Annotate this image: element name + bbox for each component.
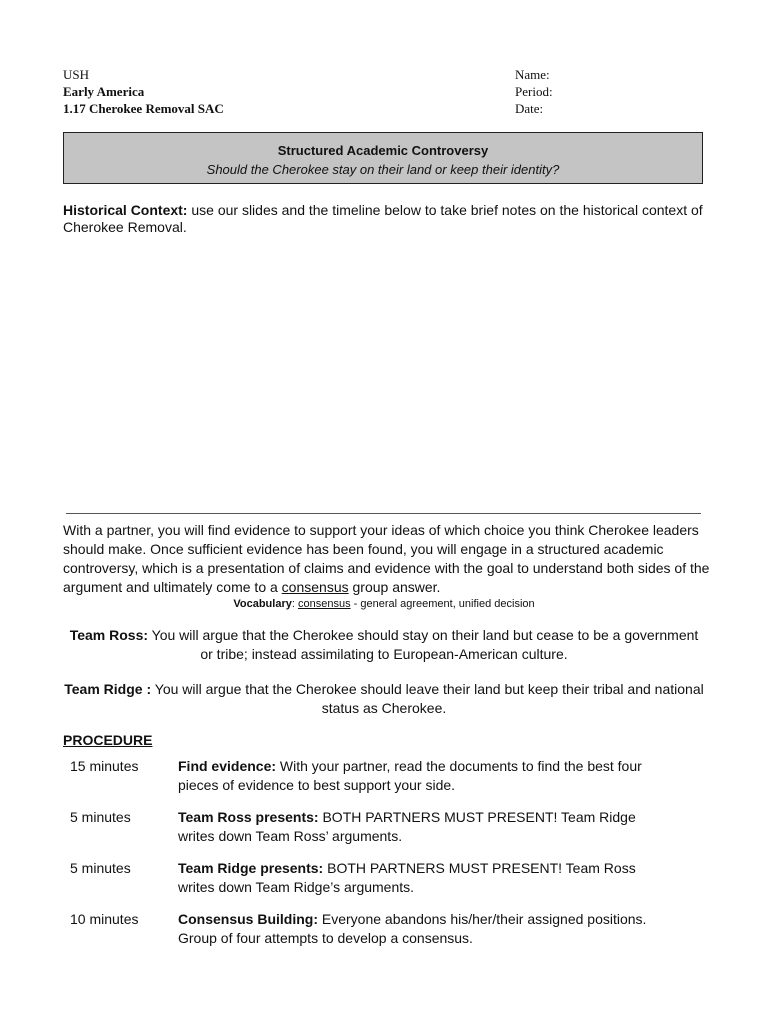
procedure-step-text: With your partner, read the documents to find the best four pieces of evidence to best support your side. (178, 758, 642, 793)
vocabulary-definition: - general agreement, unified decision (350, 598, 535, 610)
lesson-title: 1.17 Cherokee Removal SAC (63, 101, 224, 116)
procedure-step-description (178, 859, 648, 897)
vocabulary-term: consensus (297, 598, 351, 610)
procedure-step-text: BOTH PARTNERS MUST PRESENT! Team Ross writes down Team Ridge’s arguments. (178, 860, 636, 895)
team-ridge-description (63, 680, 705, 718)
procedure-step-time: 10 minutes (70, 911, 139, 927)
guiding-question: Should the Cherokee stay on their land or keep their identity? (206, 162, 560, 177)
vocabulary-note (63, 597, 705, 611)
intro-paragraph (63, 521, 713, 597)
procedure-step-time: 5 minutes (70, 860, 131, 876)
historical-context-label: Historical Context: (63, 202, 188, 218)
document-header-right (515, 66, 553, 117)
procedure-step-label: Find evidence: (178, 758, 277, 774)
procedure-step-label: Team Ross presents: (178, 809, 319, 825)
activity-title: Structured Academic Controversy (277, 143, 489, 158)
procedure-step-label: Team Ridge presents: (178, 860, 324, 876)
team-ross-text: You will argue that the Cherokee should stay on their land but cease to be a government or tribe; instead assimilating to European-American culture. (148, 627, 699, 662)
procedure-step-text: BOTH PARTNERS MUST PRESENT! Team Ridge writes down Team Ross’ arguments. (178, 809, 636, 844)
notes-divider (66, 513, 701, 514)
historical-context (63, 202, 713, 236)
procedure-step-description (178, 757, 648, 795)
team-ridge-label: Team Ridge : (64, 681, 152, 697)
team-ridge-text: You will argue that the Cherokee should leave their land but keep their tribal and national status as Cherokee. (151, 681, 704, 716)
vocabulary-colon: : (291, 598, 298, 610)
document-header-left (63, 66, 224, 117)
course-label: USH (63, 67, 90, 82)
procedure-step-description (178, 910, 648, 948)
vocabulary-label: Vocabulary (233, 598, 292, 610)
historical-context-text: use our slides and the timeline below to take brief notes on the historical context of Cherokee Removal. (63, 202, 703, 235)
period-field-label: Period: (515, 84, 553, 99)
unit-label: Early America (63, 84, 145, 99)
title-box (63, 132, 703, 184)
procedure-step-text: Everyone abandons his/her/their assigned positions. Group of four attempts to develop a consensus. (178, 911, 647, 946)
date-field-label: Date: (515, 101, 544, 116)
intro-text-end: group answer. (348, 579, 441, 595)
intro-consensus-term: consensus (281, 579, 349, 595)
procedure-step-time: 5 minutes (70, 809, 131, 825)
procedure-step-description (178, 808, 648, 846)
team-ross-description (63, 626, 705, 664)
procedure-heading: PROCEDURE (63, 732, 153, 748)
team-ross-label: Team Ross: (69, 627, 149, 643)
intro-text: With a partner, you will find evidence to support your ideas of which choice you think Cherokee leaders should make. Once sufficient evidence has been found, you will engage in a structured academic controversy, which is a presentation of claims and evidence with the goal to understand both sides of the argument and ultimately come to a (63, 522, 710, 595)
procedure-step-time: 15 minutes (70, 758, 139, 774)
procedure-step-label: Consensus Building: (178, 911, 318, 927)
name-field-label: Name: (515, 67, 550, 82)
